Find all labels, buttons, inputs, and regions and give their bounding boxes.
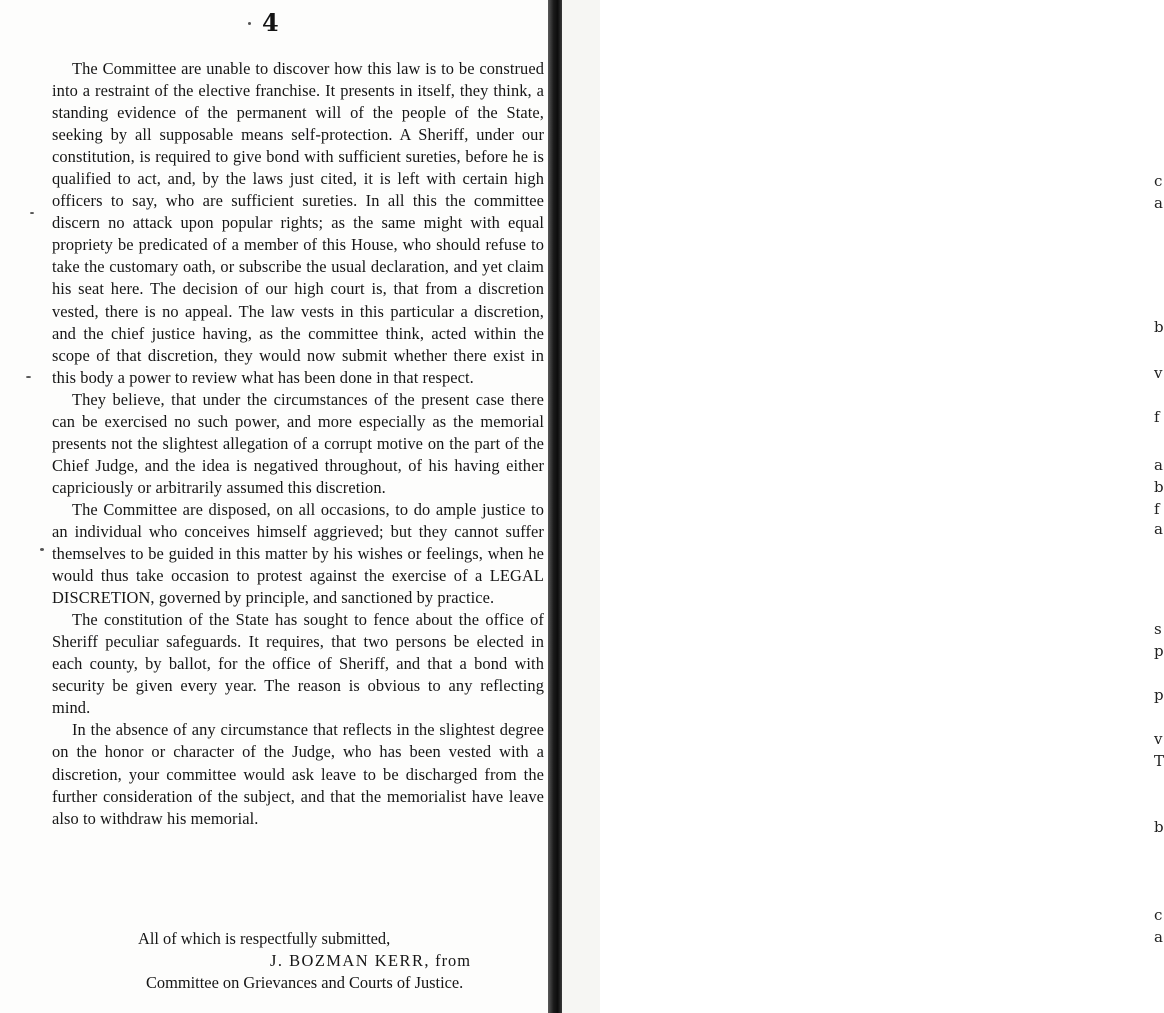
signer-name: J. BOZMAN KERR,	[270, 951, 431, 971]
edge-letter: a	[1154, 928, 1163, 946]
edge-letter: v	[1154, 364, 1163, 382]
edge-letter: a	[1154, 456, 1163, 474]
edge-letter: a	[1154, 520, 1163, 538]
edge-letter: p	[1154, 642, 1164, 660]
edge-letter: b	[1154, 318, 1164, 336]
edge-letter: f	[1154, 500, 1160, 518]
ink-speck	[248, 22, 251, 25]
edge-letter: f	[1154, 408, 1160, 426]
edge-letter: b	[1154, 478, 1164, 496]
edge-letter: b	[1154, 818, 1164, 836]
committee-name: Committee on Grievances and Courts of Justice.	[146, 973, 464, 993]
adjacent-page-edge	[562, 0, 1164, 1013]
signer-suffix: from	[435, 951, 471, 971]
paragraph-3: The Committee are disposed, on all occasions, to do ample justice to an individual who conceives himself aggrieved; but they cannot suffer themselves to be guided in this matter by his wishes or feelings, when he would thus take occasion to protest against the exercise of a LEGAL DISCRETION, governed by principle, and sanctioned by practice.	[52, 499, 544, 608]
signer-line	[52, 950, 544, 972]
edge-letter: p	[1154, 686, 1164, 704]
ink-speck	[30, 212, 34, 214]
edge-letter: T	[1154, 752, 1164, 770]
paragraph-4: The constitution of the State has sought to fence about the office of Sheriff peculiar safeguards. It requires, that two persons be elected in each county, by ballot, for the office of Sheriff, and that a bond with security be given every year. The reason is obvious to any reflecting mind.	[52, 610, 544, 718]
edge-letter: s	[1154, 620, 1162, 638]
edge-letter: v	[1154, 730, 1163, 748]
edge-letter: c	[1154, 172, 1163, 190]
signature-block	[52, 928, 544, 994]
edge-letter: a	[1154, 194, 1163, 212]
ink-speck	[26, 376, 31, 378]
page-gutter	[548, 0, 562, 1013]
paragraph-2: They believe, that under the circumstances of the present case there can be exercised no such power, and more especially as the memorial presents not the slightest allegation of a corrupt motive on the part of the Chief Judge, and the idea is negatived throughout, of his having either capriciously or arbitrarily assumed this discretion.	[52, 389, 544, 497]
paragraph-1: The Committee are unable to discover how this law is to be construed into a restraint of the elective franchise. It presents in itself, they think, a standing evidence of the permanent will of the people of the State, seeking by all supposable means self-protection. A Sheriff, under our constitution, is required to give bond with sufficient sureties, before he is qualified to act, and, by the laws just cited, it is left with certain high officers to say, who are sufficient sureties. In all this the committee discern no attack upon popular rights; as the same might with equal propriety be predicated of a member of this House, who should refuse to take the customary oath, or subscribe the usual declaration, and yet claim his seat here. The decision of our high court is, that from a discretion vested, there is no appeal. The law vests in this particular a discretion, and the chief justice having, as the committee think, acted within the scope of that discretion, they would now submit whether there exist in this body a power to review what has been done in that respect.	[52, 59, 544, 387]
report-body	[52, 58, 544, 830]
closing-line: All of which is respectfully submitted,	[138, 929, 391, 948]
edge-letter: c	[1154, 906, 1163, 924]
page-number: 4	[262, 8, 279, 37]
paragraph-5: In the absence of any circumstance that reflects in the slightest degree on the honor or character of the Judge, who has been vested with a discretion, your committee would ask leave to be discharged from the further consideration of the subject, and that the memorialist have leave also to withdraw his memorial.	[52, 720, 544, 828]
ink-speck	[40, 548, 44, 551]
